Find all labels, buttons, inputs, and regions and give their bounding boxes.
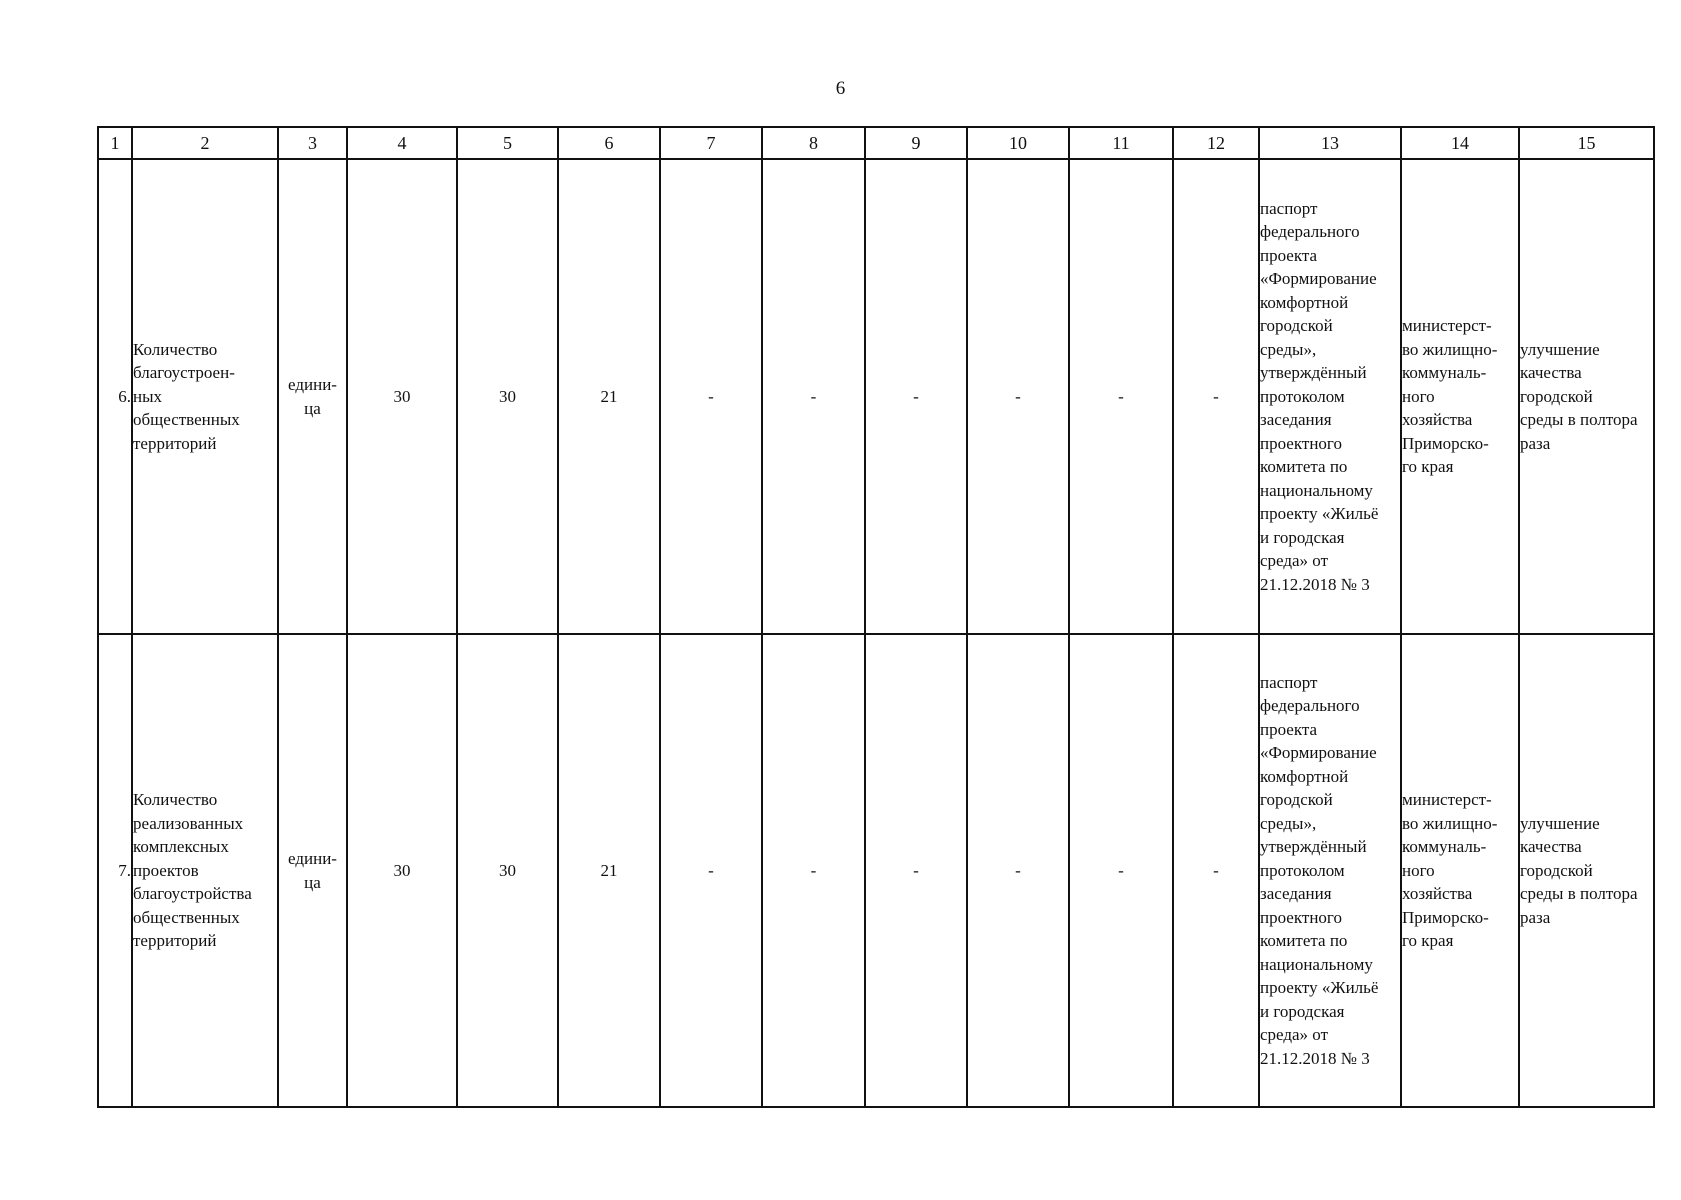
value-cell: - (1173, 159, 1259, 634)
value-cell: 21 (558, 159, 660, 634)
result-text: улучшение качества городской среды в полтора раза (1520, 813, 1638, 927)
basis-cell (1259, 159, 1401, 634)
indicators-table (97, 126, 1655, 1108)
value-cell: - (660, 634, 762, 1107)
value-cell: - (1069, 634, 1173, 1107)
responsible-cell (1401, 634, 1519, 1107)
column-header: 4 (347, 127, 457, 159)
column-header: 14 (1401, 127, 1519, 159)
column-header: 10 (967, 127, 1069, 159)
column-header: 11 (1069, 127, 1173, 159)
responsible-cell (1401, 159, 1519, 634)
result-cell (1519, 159, 1654, 634)
unit-cell (278, 159, 347, 634)
unit-text: едини- ца (288, 375, 337, 418)
table-row (98, 159, 1654, 634)
indicator-text: Количество реализованных комплексных проектов благоустройства общественных территорий (133, 790, 252, 951)
value-cell: 21 (558, 634, 660, 1107)
column-header: 1 (98, 127, 132, 159)
value-cell: - (762, 634, 865, 1107)
column-header: 12 (1173, 127, 1259, 159)
table-row (98, 634, 1654, 1107)
responsible-text: министерст- во жилищно- коммуналь- ного хозяйства Приморско- го края (1402, 316, 1498, 477)
column-header: 6 (558, 127, 660, 159)
column-header: 5 (457, 127, 558, 159)
column-header: 15 (1519, 127, 1654, 159)
unit-cell (278, 634, 347, 1107)
column-header: 13 (1259, 127, 1401, 159)
column-header: 9 (865, 127, 967, 159)
value-cell: - (1173, 634, 1259, 1107)
indicator-text: Количество благоустроен- ных общественных территорий (133, 339, 240, 453)
header-row (98, 127, 1654, 159)
value-cell: 30 (347, 634, 457, 1107)
value-cell: - (1069, 159, 1173, 634)
value-cell: 30 (457, 634, 558, 1107)
basis-text: паспорт федерального проекта «Формирование комфортной городской среды», утверждённый протоколом заседания проектного комитета по национальному проекту «Жильё и городская среда» от 21.12.2018 № 3 (1260, 198, 1379, 594)
value-cell: - (762, 159, 865, 634)
column-header: 3 (278, 127, 347, 159)
result-cell (1519, 634, 1654, 1107)
row-number: 7. (98, 634, 132, 1107)
indicator-cell (132, 159, 278, 634)
value-cell: - (865, 159, 967, 634)
indicator-cell (132, 634, 278, 1107)
value-cell: 30 (457, 159, 558, 634)
column-header: 2 (132, 127, 278, 159)
unit-text: едини- ца (288, 849, 337, 892)
page-number: 6 (835, 78, 846, 99)
value-cell: - (865, 634, 967, 1107)
basis-cell (1259, 634, 1401, 1107)
value-cell: - (660, 159, 762, 634)
row-number: 6. (98, 159, 132, 634)
value-cell: 30 (347, 159, 457, 634)
basis-text: паспорт федерального проекта «Формирование комфортной городской среды», утверждённый протоколом заседания проектного комитета по национальному проекту «Жильё и городская среда» от 21.12.2018 № 3 (1260, 672, 1379, 1068)
column-header: 8 (762, 127, 865, 159)
result-text: улучшение качества городской среды в полтора раза (1520, 339, 1638, 453)
value-cell: - (967, 159, 1069, 634)
responsible-text: министерст- во жилищно- коммуналь- ного хозяйства Приморско- го края (1402, 790, 1498, 951)
value-cell: - (967, 634, 1069, 1107)
column-header: 7 (660, 127, 762, 159)
